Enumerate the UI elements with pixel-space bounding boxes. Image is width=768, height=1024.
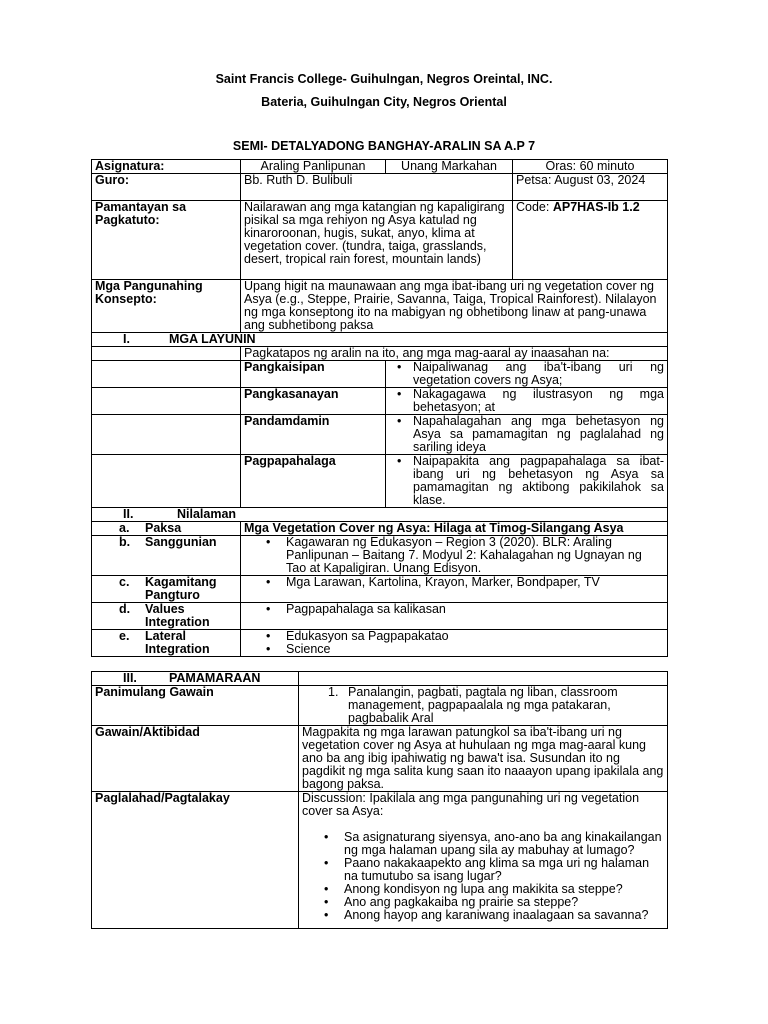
- sanggunian-row: [92, 536, 668, 576]
- layunin-text: • Naipaliwanag ang iba't-ibang uri ng vegetation covers ng Asya;: [389, 361, 664, 387]
- paglalahad-label: Paglalahad/Pagtalakay: [92, 792, 299, 929]
- paglalahad-row: [92, 792, 668, 929]
- paksa-row: [92, 522, 668, 536]
- layunin-num: I.: [123, 332, 130, 346]
- pamamaraan-table: [91, 671, 668, 929]
- kagamitan-label: Kagamitang Pangturo: [145, 575, 217, 602]
- lateral-item: • Edukasyon sa Pagpapakatao: [244, 630, 664, 643]
- nilalaman-num: II.: [123, 507, 134, 521]
- lateral-letter: e.: [119, 629, 130, 643]
- pamantayan-row: [92, 201, 668, 280]
- paksa-letter: a.: [119, 521, 130, 535]
- guro-row: [92, 174, 668, 201]
- sanggunian-value: • Kagawaran ng Edukasyon – Region 3 (2020). BLR: Araling Panlipunan – Baitang 7. Modyul 2: Kahalagahan ng Ugnayan ng Tao at Kapaligiran. Unang Edisyon.: [244, 536, 664, 575]
- asignatura-value: Araling Panlipunan: [241, 160, 386, 174]
- panimula-row: [92, 686, 668, 726]
- code-value: AP7HAS-Ib 1.2: [552, 200, 640, 214]
- pamamaraan-header-row: [92, 672, 668, 686]
- values-row: [92, 603, 668, 630]
- sanggunian-letter: b.: [119, 535, 131, 549]
- lateral-item: • Science: [244, 643, 664, 656]
- layunin-title: MGA LAYUNIN: [169, 332, 256, 346]
- pamamaraan-title: PAMAMARAAN: [169, 671, 261, 685]
- layunin-domain: Pangkasanayan: [241, 388, 386, 415]
- question-item: • Anong kondisyon ng lupa ang makikita sa steppe?: [302, 883, 664, 896]
- layunin-intro: Pagkatapos ng aralin na ito, ang mga mag-aaral ay inaasahan na:: [241, 347, 668, 361]
- values-label: Values Integration: [145, 602, 210, 629]
- nilalaman-header: [92, 508, 668, 522]
- paksa-value: Mga Vegetation Cover ng Asya: Hilaga at Timog-Silangang Asya: [241, 522, 668, 536]
- values-value: • Pagpapahalaga sa kalikasan: [244, 603, 664, 616]
- layunin-domain: Pandamdamin: [241, 415, 386, 455]
- layunin-header: [92, 333, 668, 347]
- school-name: Saint Francis College- Guihulngan, Negros Oreintal, INC.: [215, 72, 553, 86]
- panimula-num: 1.: [328, 685, 339, 699]
- konsepto-row: [92, 280, 668, 333]
- gawain-row: [92, 726, 668, 792]
- layunin-header-row: [92, 333, 668, 347]
- konsepto-value: Upang higit na maunawaan ang mga ibat-ibang uri ng vegetation cover ng Asya (e.g., Steppe, Prairie, Savanna, Taiga, Tropical Rainforest). Nilalayon ng mga konseptong ito na mabigyan ng obhetibong linaw at pang-unawa ang subhetibong paksa: [241, 280, 668, 333]
- petsa: Petsa: August 03, 2024: [513, 174, 668, 201]
- panimula-label: Panimulang Gawain: [92, 686, 299, 726]
- pamantayan-label: Pamantayan sa Pagkatuto:: [92, 201, 241, 280]
- layunin-intro-row: [92, 347, 668, 361]
- markahan: Unang Markahan: [386, 160, 513, 174]
- code-label: Code:: [516, 200, 550, 214]
- pamamaraan-num: III.: [123, 671, 137, 685]
- kagamitan-letter: c.: [119, 575, 130, 589]
- pamamaraan-header: [92, 672, 299, 686]
- lateral-label: Lateral Integration: [145, 629, 210, 656]
- layunin-text: • Nakagagawa ng ilustrasyon ng mga behetasyon; at: [389, 388, 664, 414]
- lesson-plan-table: [91, 159, 668, 657]
- sanggunian-label: Sanggunian: [145, 535, 217, 549]
- nilalaman-title: Nilalaman: [177, 507, 237, 521]
- question-item: • Sa asignaturang siyensya, ano-ano ba ang kinakailangan ng mga halaman upang sila ay mabuhay at lumago?: [302, 831, 664, 857]
- kagamitan-row: [92, 576, 668, 603]
- lateral-row: [92, 630, 668, 657]
- guro-value: Bb. Ruth D. Bulibuli: [241, 174, 513, 201]
- asignatura-label: Asignatura:: [92, 160, 241, 174]
- layunin-row: [92, 415, 668, 455]
- gawain-label: Gawain/Aktibidad: [92, 726, 299, 792]
- gawain-text: Magpakita ng mga larawan patungkol sa iba't-ibang uri ng vegetation cover ng Asya at huhulaan ng mga mag-aaral kung ano ba ang ibig ipahiwatig ng bawa't isa. Susundan ito ng pagdikit ng mga salita kung saan ito naaayon upang ipakilala ang bagong paksa.: [299, 726, 668, 792]
- question-item: • Paano nakakaapekto ang klima sa mga uri ng halaman na tumutubo sa isang lugar?: [302, 857, 664, 883]
- question-item: • Ano ang pagkakaiba ng prairie sa steppe?: [302, 896, 664, 909]
- nilalaman-header-row: [92, 508, 668, 522]
- layunin-row: [92, 361, 668, 388]
- panimula-text: Panalangin, pagbati, pagtala ng liban, classroom management, pagpapaalala ng mga patakaran, pagbabalik Aral: [348, 685, 618, 725]
- values-letter: d.: [119, 602, 131, 616]
- layunin-row: [92, 455, 668, 508]
- paglalahad-intro: Discussion: Ipakilala ang mga pangunahing uri ng vegetation cover sa Asya:: [302, 791, 640, 818]
- code-cell: [513, 201, 668, 280]
- pamantayan-value: Nailarawan ang mga katangian ng kapaligirang pisikal sa mga rehiyon ng Asya katulad ng kinaroroonan, hugis, sukat, anyo, klima at vegetation cover. (tundra, taiga, grasslands, desert, tropical rain forest, mountain lands): [241, 201, 513, 280]
- layunin-text: • Napahalagahan ang mga behetasyon ng Asya sa pamamagitan ng paglalahad ng sariling ideya: [389, 415, 664, 454]
- asignatura-row: [92, 160, 668, 174]
- konsepto-label: Mga Pangunahing Konsepto:: [92, 280, 241, 333]
- guro-label: Guro:: [92, 174, 241, 201]
- layunin-domain: Pangkaisipan: [241, 361, 386, 388]
- school-address: Bateria, Guihulngan City, Negros Oriental: [261, 95, 507, 109]
- plan-title: SEMI- DETALYADONG BANGHAY-ARALIN SA A.P 7: [232, 139, 536, 153]
- question-item: • Anong hayop ang karaniwang inaalagaan sa savanna?: [302, 909, 664, 922]
- oras: Oras: 60 minuto: [513, 160, 668, 174]
- layunin-row: [92, 388, 668, 415]
- layunin-text: • Naipapakita ang pagpapahalaga sa ibat-ibang uri ng behetasyon ng Asya sa pamamagitan ng aktibong pakikilahok sa klase.: [389, 455, 664, 507]
- paksa-label: Paksa: [145, 521, 182, 535]
- layunin-domain: Pagpapahalaga: [241, 455, 386, 508]
- kagamitan-value: • Mga Larawan, Kartolina, Krayon, Marker, Bondpaper, TV: [244, 576, 664, 589]
